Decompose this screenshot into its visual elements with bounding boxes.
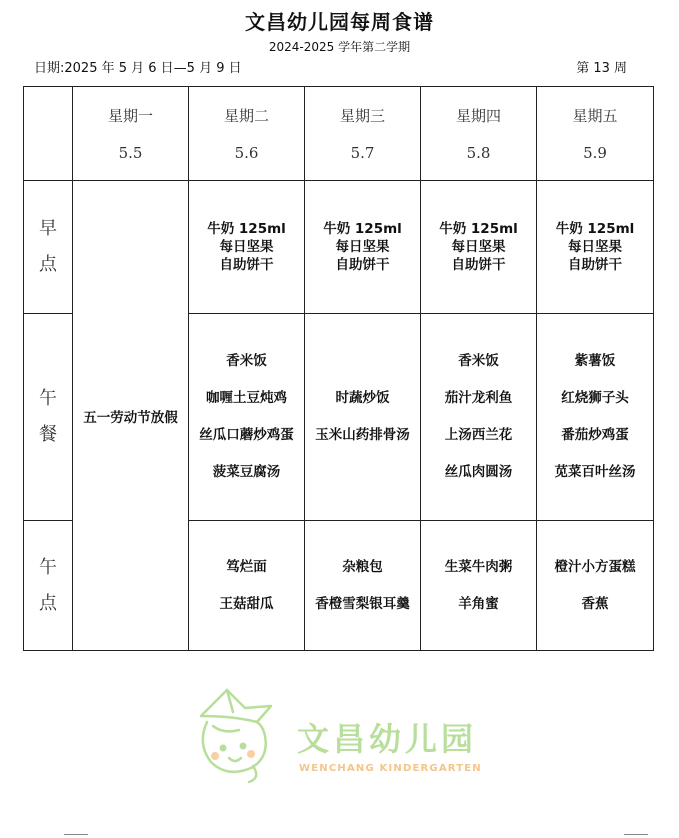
day-header-thursday [421, 87, 537, 181]
menu-item: 羊角蜜 [458, 595, 499, 612]
menu-item: 上汤西兰花 [444, 427, 513, 443]
school-term: 2024-2025 学年第二学期 [268, 40, 411, 54]
menu-item: 香蕉 [581, 595, 609, 612]
meal-label-snack [24, 521, 73, 651]
menu-item: 丝瓜口蘑炒鸡蛋 [199, 427, 294, 443]
menu-cell-thu-lunch [421, 314, 537, 521]
menu-item: 牛奶 125ml [439, 221, 518, 237]
menu-item: 紫薯饭 [574, 353, 616, 369]
menu-item: 每日坚果 [451, 239, 506, 255]
day-name: 星期五 [572, 107, 618, 125]
menu-item: 香米饭 [458, 353, 499, 369]
day-name: 星期四 [455, 107, 501, 125]
week-number: 第 13 周 [576, 61, 627, 76]
menu-item: 自助饼干 [451, 257, 506, 273]
day-name: 星期二 [223, 107, 269, 125]
breakfast-row [24, 181, 654, 314]
menu-item: 红烧狮子头 [561, 390, 629, 406]
menu-item: 每日坚果 [219, 239, 274, 255]
menu-cell-tue-snack [189, 521, 305, 651]
menu-cell-wed-lunch [305, 314, 421, 521]
menu-cell-wed-snack [305, 521, 421, 651]
date-range: 日期:2025 年 5 月 6 日—5 月 9 日 [34, 61, 242, 76]
menu-item: 王菇甜瓜 [219, 595, 274, 612]
menu-cell-fri-lunch [537, 314, 654, 521]
meal-label-char: 早 [39, 218, 57, 239]
monday-holiday-cell: 五一劳动节放假 [73, 181, 189, 651]
menu-cell-thu-breakfast [421, 181, 537, 314]
meal-label-breakfast [24, 181, 73, 314]
logo-name-en: WENCHANG KINDERGARTEN [299, 763, 482, 774]
menu-cell-tue-lunch [189, 314, 305, 521]
menu-cell-wed-breakfast [305, 181, 421, 314]
corner-cell [24, 87, 73, 181]
meal-label-char: 点 [39, 254, 57, 275]
menu-item: 牛奶 125ml [555, 221, 635, 237]
day-header-wednesday [305, 87, 421, 181]
menu-item: 香橙雪梨银耳羹 [315, 595, 410, 612]
table-header-row [24, 87, 654, 181]
meal-label-char: 午 [39, 556, 57, 578]
day-name: 星期三 [339, 107, 385, 125]
page-corner-mark-left [64, 834, 88, 835]
weekly-menu-table [23, 86, 654, 651]
day-date: 5.9 [583, 144, 607, 162]
menu-item: 苋菜百叶丝汤 [554, 464, 636, 480]
menu-item: 自助饼干 [335, 257, 390, 273]
menu-item: 自助饼干 [568, 257, 622, 273]
menu-item: 时蔬炒饭 [335, 390, 390, 406]
menu-item: 自助饼干 [219, 257, 274, 273]
menu-item: 牛奶 125ml [323, 221, 402, 237]
menu-item: 玉米山药排骨汤 [315, 427, 410, 443]
menu-item: 咖喱土豆炖鸡 [206, 390, 287, 406]
menu-item: 每日坚果 [335, 239, 390, 255]
day-date: 5.8 [466, 144, 491, 162]
meal-label-lunch [24, 314, 73, 521]
page-corner-mark-right [624, 834, 648, 835]
menu-item: 番茄炒鸡蛋 [561, 427, 629, 443]
child-face-icon [193, 686, 289, 786]
day-header-monday [73, 87, 189, 181]
kindergarten-logo [193, 686, 493, 786]
menu-item: 生菜牛肉粥 [444, 558, 513, 575]
day-date: 5.6 [234, 144, 259, 162]
meal-label-char: 餐 [39, 424, 57, 445]
menu-item: 牛奶 125ml [207, 221, 286, 237]
menu-cell-tue-breakfast [189, 181, 305, 314]
day-header-friday [537, 87, 654, 181]
menu-cell-thu-snack [421, 521, 537, 651]
menu-item: 菠菜豆腐汤 [212, 464, 281, 480]
meal-label-char: 午 [39, 388, 57, 409]
menu-cell-fri-snack [537, 521, 654, 651]
menu-item: 笃烂面 [226, 558, 267, 575]
day-name: 星期一 [107, 107, 153, 125]
menu-item: 丝瓜肉圆汤 [444, 464, 513, 480]
menu-item: 茄汁龙利鱼 [444, 390, 513, 406]
menu-item: 每日坚果 [568, 239, 622, 255]
menu-cell-fri-breakfast [537, 181, 654, 314]
day-date: 5.5 [118, 144, 143, 162]
menu-item: 橙汁小方蛋糕 [554, 558, 636, 575]
menu-item: 香米饭 [226, 353, 267, 369]
page-title: 文昌幼儿园每周食谱 [245, 10, 434, 34]
menu-item: 杂粮包 [342, 558, 383, 575]
meal-label-char: 点 [39, 592, 57, 614]
day-date: 5.7 [350, 144, 375, 162]
logo-name-cn: 文昌幼儿园 [297, 720, 478, 758]
day-header-tuesday [189, 87, 305, 181]
